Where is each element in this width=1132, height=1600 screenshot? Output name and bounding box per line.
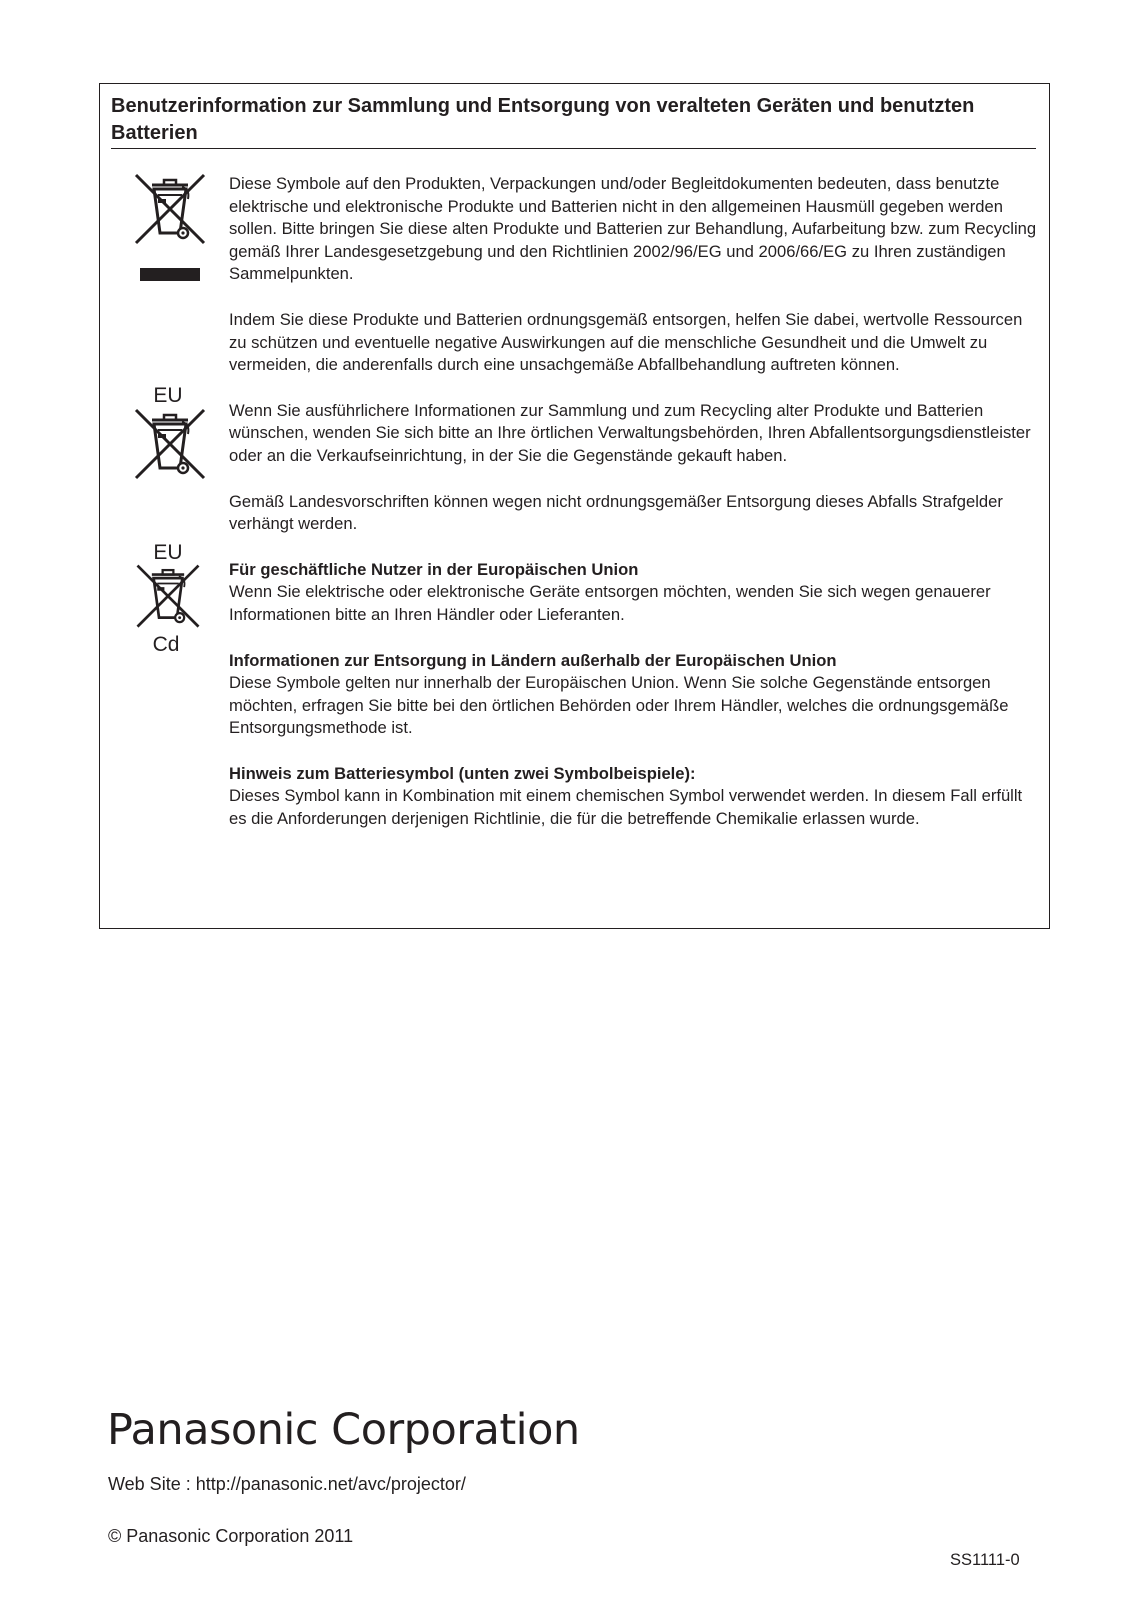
crossed-out-bin-icon <box>130 171 210 249</box>
notice-title: Benutzerinformation zur Sammlung und Entsorgung von veralteten Geräten und benutzten Batterien <box>111 93 1036 149</box>
black-bar-marker <box>140 268 200 281</box>
crossed-out-bin-eu-icon <box>130 406 210 484</box>
paragraph: Wenn Sie ausführlichere Informationen zur Sammlung und zum Recycling alter Produkte und Batterien wünschen, wenden Sie sich bitte an Ihre örtlichen Verwaltungsbehörden, Ihren Abfallentsorgungsdienstleister oder an die Verkaufseinrichtung, in der Sie die Gegenstände gekauft haben. <box>229 400 1031 465</box>
cd-chemical-label: Cd <box>152 633 180 656</box>
section-heading: Für geschäftliche Nutzer in der Europäischen Union <box>229 559 639 579</box>
paragraph: Diese Symbole auf den Produkten, Verpackungen und/oder Begleitdokumenten bedeuten, dass benutzte elektrische und elektronische Produkte und Batterien nicht in den allgemeinen Hausmüll gegeben werden sollen. Bitte bringen Sie diese alten Produkte und Batterien zur Behandlung, Aufarbeitung bzw. zum Recycling gemäß Ihrer Landesgesetzgebung und den Richtlinien 2002/96/EG und 2006/66/EG zu Ihren zuständigen Sammelpunkten. <box>229 174 1037 284</box>
brand-name: Panasonic Corporation <box>107 1405 580 1455</box>
disposal-notice-box <box>99 83 1050 929</box>
eu-label: EU <box>153 384 183 407</box>
section-outside-eu <box>229 650 1039 740</box>
section-business-users <box>229 559 1039 627</box>
paragraph: Indem Sie diese Produkte und Batterien ordnungsgemäß entsorgen, helfen Sie dabei, wertvolle Ressourcen zu schützen und eventuelle negative Auswirkungen auf die menschliche Gesundheit und die Umwelt zu vermeiden, die anderenfalls durch eine unsachgemäße Abfallbehandlung auftreten können. <box>229 309 1023 375</box>
section-body: Dieses Symbol kann in Kombination mit einem chemischen Symbol verwendet werden. In diesem Fall erfüllt es die Anforderungen derjenigen Richtlinie, die für die betreffende Chemikalie erlassen wurde. <box>229 786 1023 829</box>
notice-text-column <box>229 173 1039 831</box>
eu-label: EU <box>153 541 183 564</box>
document-code: SS1111-0 <box>950 1551 1020 1569</box>
website-link[interactable]: Web Site : http://panasonic.net/avc/projector/ <box>108 1474 466 1494</box>
section-battery-symbol <box>229 763 1039 831</box>
section-heading: Informationen zur Entsorgung in Ländern außerhalb der Europäischen Union <box>229 650 837 670</box>
section-heading: Hinweis zum Batteriesymbol (unten zwei Symbolbeispiele): <box>229 763 696 783</box>
paragraph: Gemäß Landesvorschriften können wegen nicht ordnungsgemäßer Entsorgung dieses Abfalls Strafgelder verhängt werden. <box>229 491 1003 534</box>
copyright-notice: © Panasonic Corporation 2011 <box>108 1526 354 1546</box>
section-body: Wenn Sie elektrische oder elektronische Geräte entsorgen möchten, wenden Sie sich wegen genauerer Informationen bitte an Ihren Händler oder Lieferanten. <box>229 582 991 624</box>
section-body: Diese Symbole gelten nur innerhalb der Europäischen Union. Wenn Sie solche Gegenstände entsorgen möchten, erfragen Sie bitte bei den örtlichen Behörden oder Ihrem Händler, welches die ordnungsgemäße Entsorgungsmethode ist. <box>229 673 1009 738</box>
crossed-out-bin-eu-cd-icon <box>132 562 204 632</box>
